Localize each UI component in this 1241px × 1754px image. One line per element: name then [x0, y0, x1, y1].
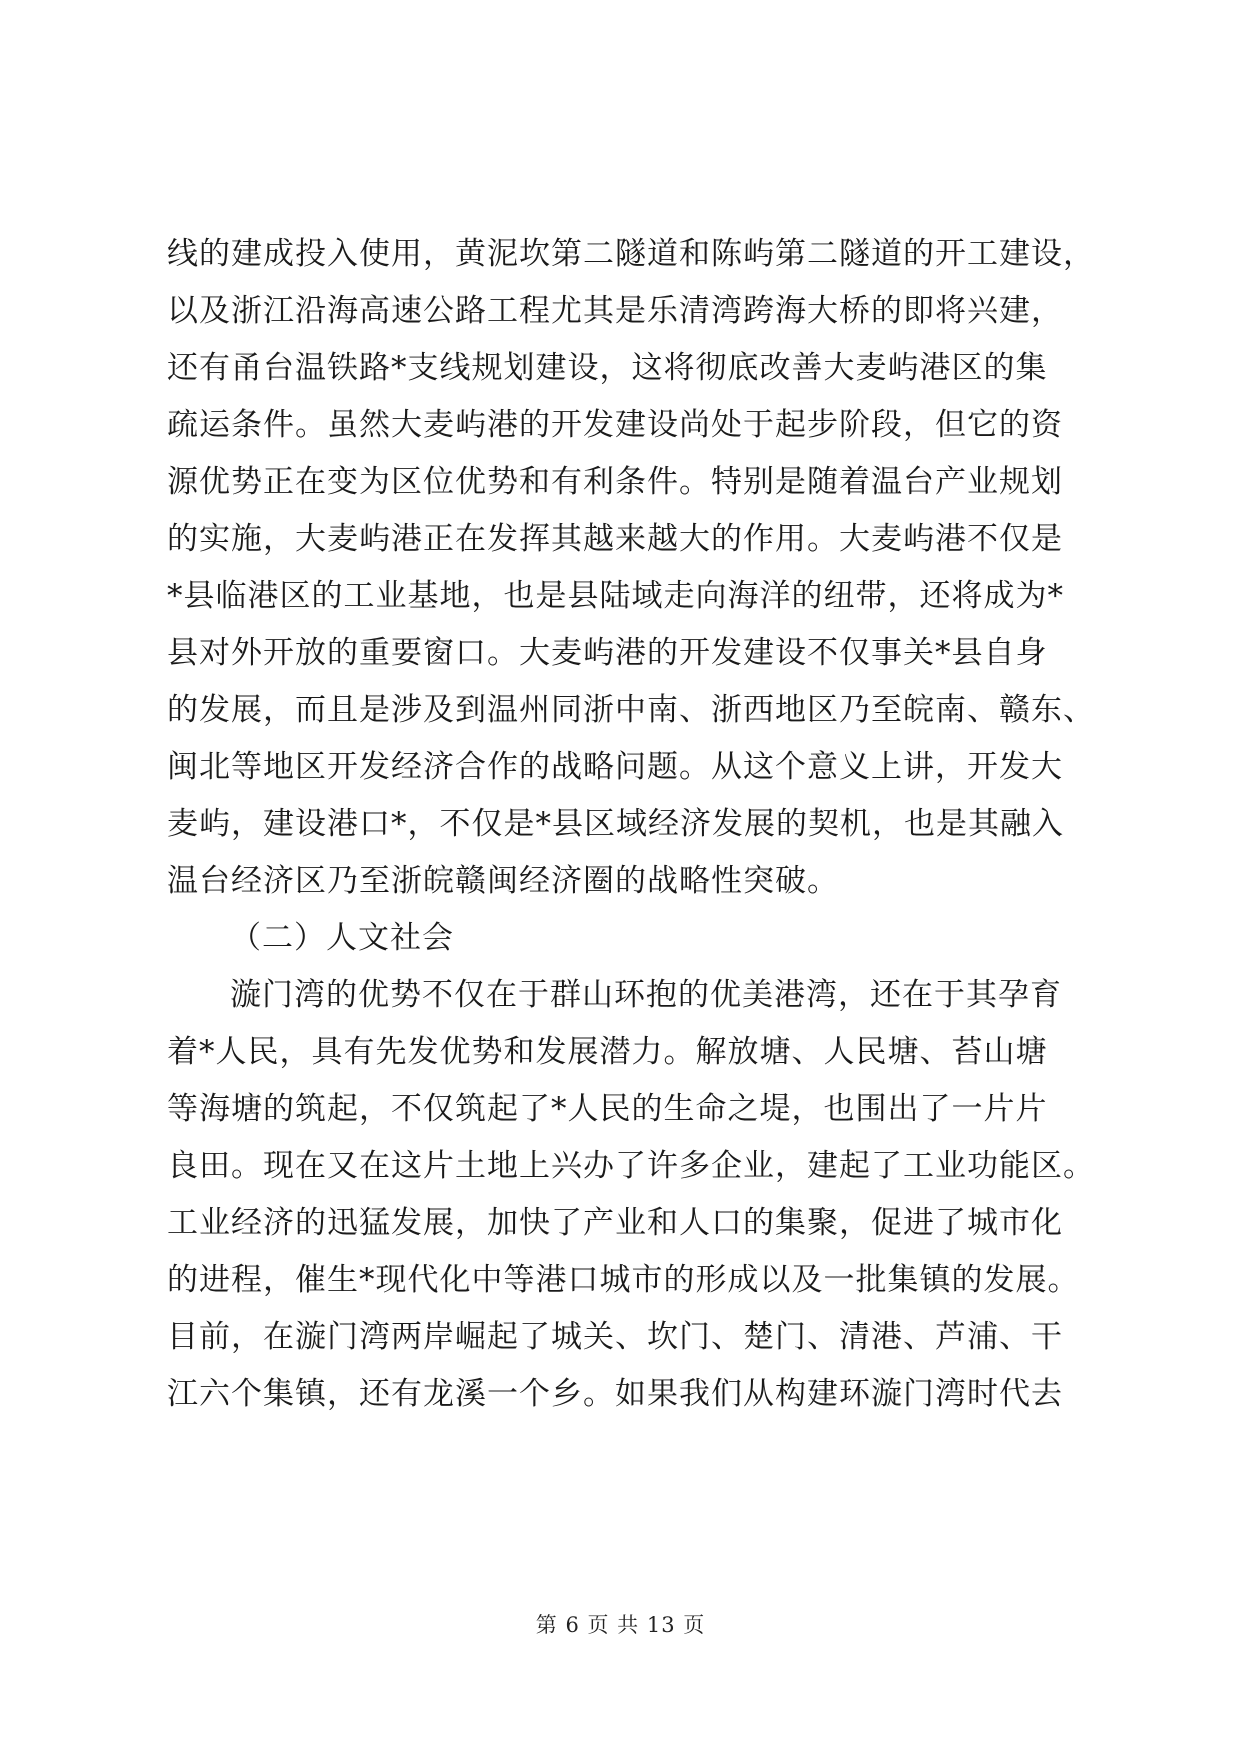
text-line: 麦屿，建设港口*，不仅是*县区域经济发展的契机，也是其融入	[167, 806, 1064, 842]
text-line: 疏运条件。虽然大麦屿港的开发建设尚处于起步阶段，但它的资	[167, 407, 1063, 443]
text-line: 温台经济区乃至浙皖赣闽经济圈的战略性突破。	[167, 863, 839, 899]
text-line: 闽北等地区开发经济合作的战略问题。从这个意义上讲，开发大	[167, 749, 1063, 785]
text-line: 江六个集镇，还有龙溪一个乡。如果我们从构建环漩门湾时代去	[167, 1376, 1063, 1412]
paragraph-first-line: 漩门湾的优势不仅在于群山环抱的优美港湾，还在于其孕育	[230, 977, 1062, 1013]
section-heading: （二）人文社会	[230, 920, 454, 956]
text-line: 县对外开放的重要窗口。大麦屿港的开发建设不仅事关*县自身	[167, 635, 1048, 671]
text-line: 以及浙江沿海高速公路工程尤其是乐清湾跨海大桥的即将兴建，	[167, 293, 1063, 329]
text-line: 还有甬台温铁路*支线规划建设，这将彻底改善大麦屿港区的集	[167, 350, 1048, 386]
text-line: 的进程，催生*现代化中等港口城市的形成以及一批集镇的发展。	[167, 1262, 1080, 1298]
text-line: 等海塘的筑起，不仅筑起了*人民的生命之堤，也围出了一片片	[167, 1091, 1048, 1127]
text-line: *县临港区的工业基地，也是县陆域走向海洋的纽带，还将成为*	[167, 578, 1064, 614]
text-line: 目前，在漩门湾两岸崛起了城关、坎门、楚门、清港、芦浦、干	[167, 1319, 1063, 1355]
text-line: 源优势正在变为区位优势和有利条件。特别是随着温台产业规划	[167, 464, 1063, 500]
page-footer: 第 6 页 共 13 页	[535, 1613, 706, 1637]
text-line: 工业经济的迅猛发展，加快了产业和人口的集聚，促进了城市化	[167, 1205, 1063, 1241]
text-line: 线的建成投入使用，黄泥坎第二隧道和陈屿第二隧道的开工建设，	[167, 236, 1095, 272]
text-line: 着*人民，具有先发优势和发展潜力。解放塘、人民塘、苔山塘	[167, 1034, 1048, 1070]
body-text	[167, 226, 1107, 1423]
text-line: 良田。现在又在这片土地上兴办了许多企业，建起了工业功能区。	[167, 1148, 1095, 1184]
text-line: 的发展，而且是涉及到温州同浙中南、浙西地区乃至皖南、赣东、	[167, 692, 1095, 728]
text-line: 的实施，大麦屿港正在发挥其越来越大的作用。大麦屿港不仅是	[167, 521, 1063, 557]
